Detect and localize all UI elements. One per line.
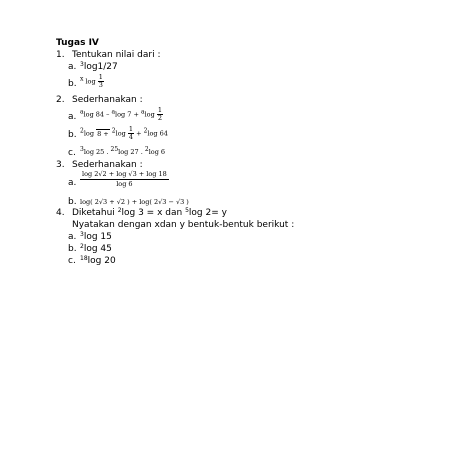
q3a-denominator: log 6 (116, 180, 133, 188)
q2a-expression: $^a$log 84 – $^a$log 7 + $^a$log $\frac{1}{2}$ (80, 106, 162, 122)
q2b-label: b. (68, 130, 77, 140)
q2a-label: a. (68, 112, 77, 122)
q2a-part3: log (144, 110, 155, 119)
q2b-fraction (128, 126, 134, 141)
q4-number: 4. (56, 208, 65, 218)
q4c-log: log 20 (87, 256, 116, 266)
q4a-expression (80, 232, 112, 243)
q2b-expression: $^2$log 8 + $^2$log $\frac{1}{4}$ + $^2$log 64 (80, 125, 168, 141)
q4c-expression (80, 256, 116, 267)
q3-text: Sederhanakan : (72, 160, 143, 170)
q2c-part2: log 27 . (118, 148, 143, 156)
q1-number: 1. (56, 50, 65, 60)
q1-text: Tentukan nilai dari : (72, 50, 161, 60)
q2b-frac-den: 4 (128, 133, 133, 141)
q2a-frac-num: 1 (157, 106, 162, 114)
q2-text: Sederhanakan : (72, 95, 143, 105)
q4b-expression (80, 244, 112, 255)
q4a-log: log 15 (83, 232, 112, 242)
q4-line1-base1: 2 (117, 207, 122, 214)
q1b-fraction (98, 74, 104, 89)
q2c-label: c. (68, 148, 76, 158)
q2b-part4: + (136, 129, 142, 138)
q4a-base: 3 (80, 231, 84, 238)
q4b-base: 2 (80, 243, 84, 250)
q4b-log: log 45 (83, 244, 112, 254)
q2c-expression: $^3$log 25 . $^{25}$log 27 . $^2$log 6 (80, 146, 166, 156)
q3b-label: b. (68, 197, 77, 207)
q2a-fraction (157, 107, 163, 122)
q1b-frac-den: 3 (98, 81, 103, 89)
q1b-label: b. (68, 79, 77, 89)
q4a-label: a. (68, 232, 77, 242)
page-title: Tugas IV (56, 38, 99, 48)
q2c-part1: log 25 . (83, 148, 109, 156)
q2b-part3: log (115, 129, 126, 138)
q1b-log: log (85, 77, 96, 86)
q4-line1-base2: 5 (185, 207, 189, 214)
q2a-part2: log 7 + (115, 110, 139, 119)
q4b-label: b. (68, 244, 77, 254)
q2b-part1: log (83, 129, 94, 138)
q3b-expression: log( 2√3 + √2 ) + log( 2√3 − √3 ) (80, 198, 189, 206)
q3a-fraction (80, 170, 169, 189)
q2a-frac-den: 2 (157, 114, 162, 122)
q4-line2: Nyatakan dengan xdan y bentuk-bentuk berikut : (72, 220, 295, 230)
q3a-label: a. (68, 178, 77, 188)
q1a-expression (80, 62, 118, 73)
q3a-numerator: log 2√2 + log √3 + log 18 (82, 170, 167, 178)
q4c-base: 18 (80, 255, 88, 262)
q4-line1-part-c: log 2= y (188, 208, 227, 218)
q4c-label: c. (68, 256, 76, 266)
q2c-part3: log 6 (148, 148, 166, 156)
q2-number: 2. (56, 95, 65, 105)
q2b-part2: 8 + (97, 129, 109, 138)
q1b-expression (80, 74, 104, 89)
q1a-label: a. (68, 62, 77, 72)
q2b-frac-num: 1 (128, 125, 133, 133)
q4-line1-part-b: log 3 = x dan (121, 208, 183, 218)
q1b-frac-num: 1 (98, 73, 103, 81)
q2a-part1: log 84 – (83, 110, 110, 119)
q1a-base: 3 (80, 61, 84, 68)
q2b-part5: log 64 (147, 129, 168, 138)
q1b-base: x (80, 75, 84, 83)
q4-line1-part-a: Diketahui (72, 208, 115, 218)
q1a-log: log1/27 (83, 62, 118, 72)
q3-number: 3. (56, 160, 65, 170)
q4-line1 (72, 208, 227, 219)
